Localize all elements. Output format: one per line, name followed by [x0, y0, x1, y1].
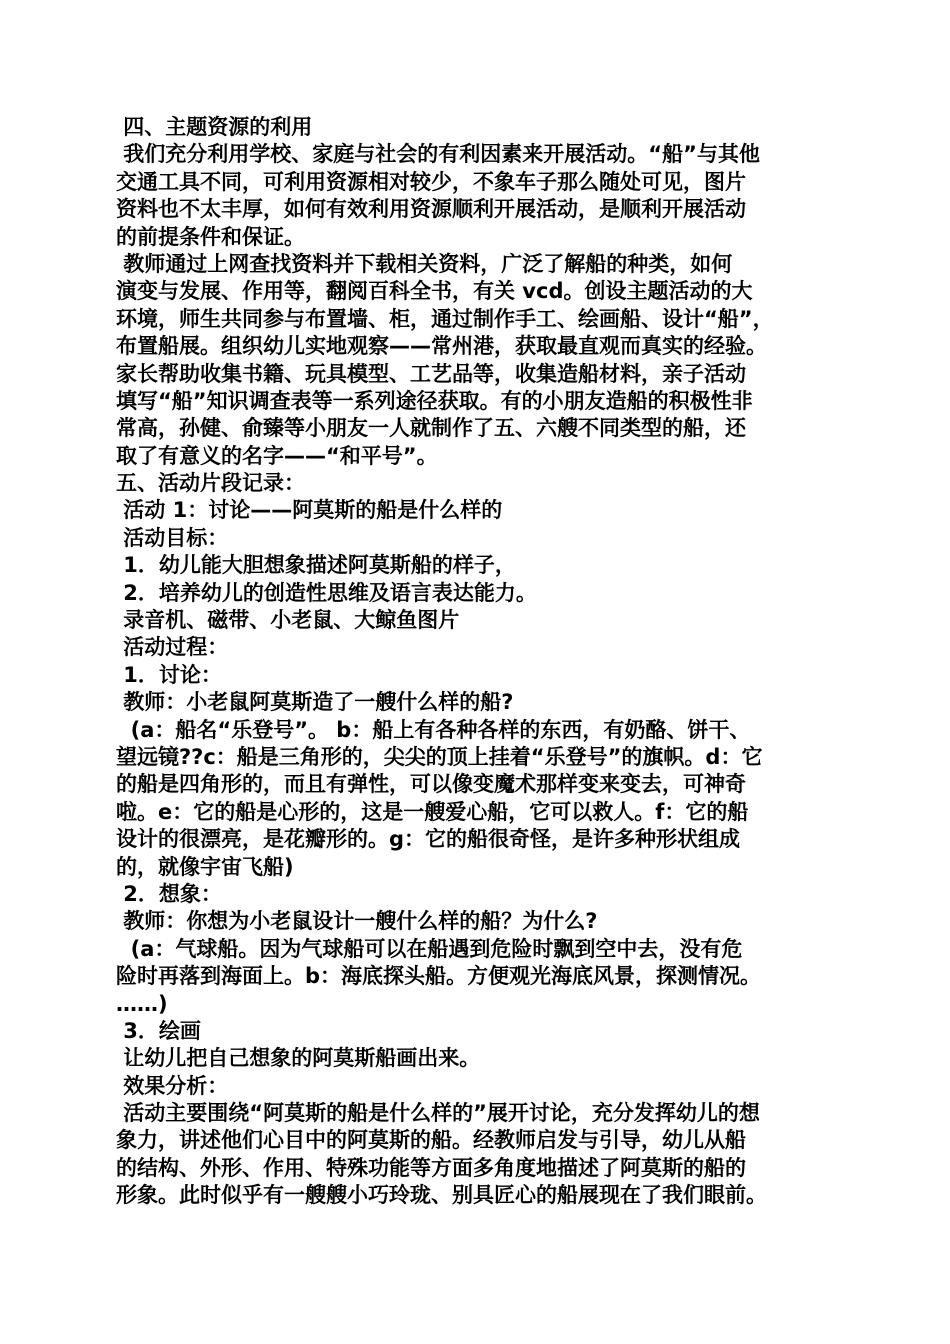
list-item: 1．讨论：	[116, 662, 222, 687]
paragraph-line: 的前提条件和保证。	[116, 224, 305, 249]
paragraph-line: (a：气球船。因为气球船可以在船遇到危险时飘到空中去，没有危	[116, 936, 743, 961]
subheading: 活动过程：	[116, 635, 229, 660]
subheading: 效果分析：	[116, 1073, 229, 1098]
paragraph-line: 啦。e：它的船是心形的，这是一艘爱心船，它可以救人。f：它的船	[116, 799, 749, 824]
paragraph-line: 教师通过上网查找资料并下载相关资料，广泛了解船的种类，如何	[116, 251, 733, 276]
paragraph-line: 家长帮助收集书籍、玩具模型、工艺品等，收集造船材料，亲子活动	[116, 361, 746, 386]
paragraph-line: 布置船展。组织幼儿实地观察——常州港，获取最直观而真实的经验。	[116, 334, 767, 359]
paragraph-line: 教师：你想为小老鼠设计一艘什么样的船？为什么?	[116, 909, 598, 934]
document-body	[116, 114, 848, 1210]
paragraph-line: 填写“船”知识调查表等一系列途径获取。有的小朋友造船的积极性非	[116, 388, 753, 413]
activity-title: 活动 1：讨论——阿莫斯的船是什么样的	[116, 498, 503, 523]
paragraph-line: (a：船名“乐登号”。 b：船上有各种各样的东西，有奶酪、饼干、	[116, 717, 751, 742]
list-item: 1．幼儿能大胆想象描述阿莫斯船的样子，	[116, 553, 516, 578]
list-item: 2．想象：	[116, 881, 222, 906]
section-heading: 四、主题资源的利用	[116, 115, 313, 139]
paragraph-line: 环境，师生共同参与布置墙、柜，通过制作手工、绘画船、设计“船”，	[116, 306, 774, 331]
paragraph-line: 的船是四角形的，而且有弹性，可以像变魔术那样变来变去，可神奇	[116, 772, 746, 797]
paragraph-line: 资料也不太丰厚，如何有效利用资源顺利开展活动，是顺利开展活动	[116, 197, 746, 222]
paragraph-line: 形象。此时似乎有一艘艘小巧玲珑、别具匠心的船展现在了我们眼前。	[116, 1183, 767, 1208]
paragraph-line: ……)	[116, 991, 168, 1016]
paragraph-line: 录音机、磁带、小老鼠、大鲸鱼图片	[116, 608, 460, 633]
paragraph-line: 取了有意义的名字——“和平号”。	[116, 443, 438, 468]
list-item: 3．绘画	[116, 1018, 201, 1043]
paragraph-line: 我们充分利用学校、家庭与社会的有利因素来开展活动。“船”与其他	[116, 142, 760, 167]
paragraph-line: 象力，讲述他们心目中的阿莫斯的船。经教师启发与引导，幼儿从船	[116, 1128, 746, 1153]
paragraph-line: 常高，孙健、俞臻等小朋友一人就制作了五、六艘不同类型的船，还	[116, 416, 746, 441]
paragraph-line: 让幼儿把自己想象的阿莫斯船画出来。	[116, 1046, 481, 1071]
section-heading: 五、活动片段记录：	[116, 471, 305, 496]
paragraph-line: 的，就像宇宙飞船)	[116, 854, 294, 879]
list-item: 2．培养幼儿的创造性思维及语言表达能力。	[116, 580, 537, 605]
paragraph-line: 演变与发展、作用等，翻阅百科全书，有关 vcd。创设主题活动的大	[116, 279, 753, 304]
paragraph-line: 设计的很漂亮，是花瓣形的。g：它的船很奇怪，是许多种形状组成	[116, 827, 741, 852]
paragraph-line: 教师：小老鼠阿莫斯造了一艘什么样的船?	[116, 690, 514, 715]
paragraph-line: 活动主要围绕“阿莫斯的船是什么样的”展开讨论，充分发挥幼儿的想	[116, 1101, 760, 1126]
subheading: 活动目标：	[116, 525, 229, 550]
paragraph-line: 交通工具不同，可利用资源相对较少，不象车子那么随处可见，图片	[116, 169, 746, 194]
paragraph-line: 望远镜??c：船是三角形的，尖尖的顶上挂着“乐登号”的旗帜。d：它	[116, 744, 763, 769]
paragraph-line: 的结构、外形、作用、特殊功能等方面多角度地描述了阿莫斯的船的	[116, 1155, 746, 1180]
paragraph-line: 险时再落到海面上。b：海底探头船。方便观光海底风景，探测情况。	[116, 964, 762, 989]
